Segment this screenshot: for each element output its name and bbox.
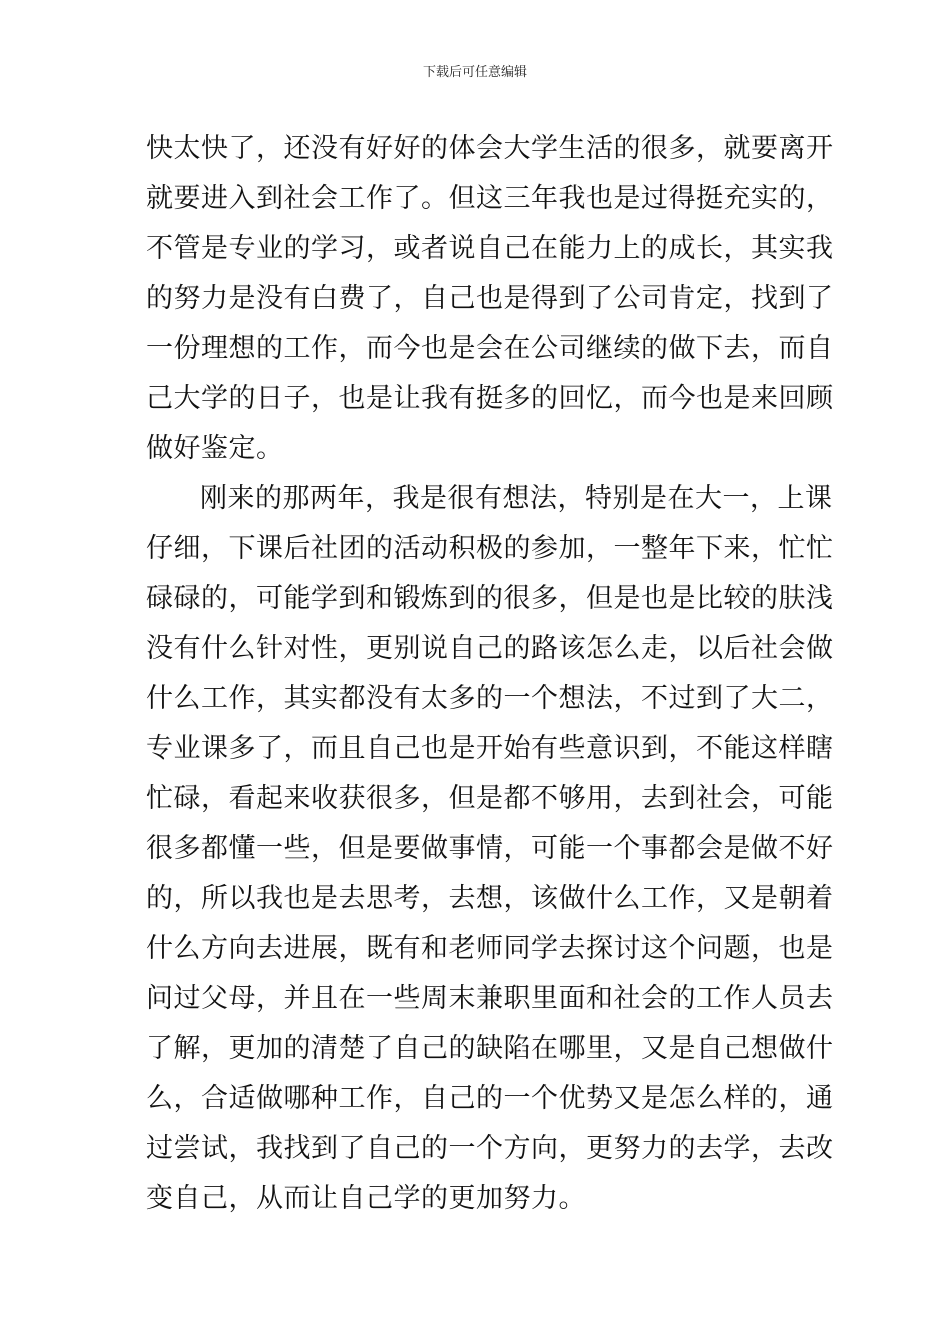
document-body bbox=[146, 124, 834, 1274]
paragraph-line: 做好鉴定。 bbox=[146, 433, 284, 464]
paragraph-line: 忙碌，看起来收获很多，但是都不够用，去到社会，可能 bbox=[146, 783, 834, 814]
paragraph-line: 问过父母，并且在一些周末兼职里面和社会的工作人员去 bbox=[146, 983, 834, 1014]
paragraph-line: 了解，更加的清楚了自己的缺陷在哪里，又是自己想做什 bbox=[146, 1033, 834, 1064]
paragraph-line: 不管是专业的学习，或者说自己在能力上的成长，其实我 bbox=[146, 233, 834, 264]
paragraph-line: 专业课多了，而且自己也是开始有些意识到，不能这样瞎 bbox=[146, 733, 834, 764]
paragraph-1 bbox=[146, 124, 834, 474]
paragraph-line: 什么方向去进展，既有和老师同学去探讨这个问题，也是 bbox=[146, 933, 834, 964]
paragraph-line bbox=[146, 1224, 806, 1274]
paragraph-line: 的努力是没有白费了，自己也是得到了公司肯定，找到了 bbox=[146, 283, 834, 314]
paragraph-line: 什么工作，其实都没有太多的一个想法，不过到了大二， bbox=[146, 683, 834, 714]
paragraph-line: 碌碌的，可能学到和锻炼到的很多，但是也是比较的肤浅 bbox=[146, 583, 834, 614]
paragraph-line: 就要进入到社会工作了。但这三年我也是过得挺充实的， bbox=[146, 183, 834, 214]
paragraph-line: 过尝试，我找到了自己的一个方向，更努力的去学，去改 bbox=[146, 1133, 834, 1164]
paragraph-line: 没有什么针对性，更别说自己的路该怎么走，以后社会做 bbox=[146, 633, 834, 664]
paragraph-line: 很多都懂一些，但是要做事情，可能一个事都会是做不好 bbox=[146, 833, 834, 864]
paragraph-line: 刚来的那两年，我是很有想法，特别是在大一，上课 bbox=[200, 483, 833, 514]
paragraph-line: 的，所以我也是去思考，去想，该做什么工作，又是朝着 bbox=[146, 883, 834, 914]
paragraph-line: 仔细，下课后社团的活动积极的参加，一整年下来，忙忙 bbox=[146, 533, 834, 564]
paragraph-line: 么，合适做哪种工作，自己的一个优势又是怎么样的，通 bbox=[146, 1083, 834, 1114]
paragraph-line: 快太快了，还没有好好的体会大学生活的很多，就要离开 bbox=[146, 133, 834, 164]
paragraph-line: 变自己，从而让自己学的更加努力。 bbox=[146, 1183, 586, 1214]
page-header: 下载后可任意编辑 bbox=[422, 65, 527, 80]
paragraph-line: 一份理想的工作，而今也是会在公司继续的做下去，而自 bbox=[146, 333, 834, 364]
paragraph-2 bbox=[146, 474, 834, 1274]
paragraph-line: 己大学的日子，也是让我有挺多的回忆，而今也是来回顾 bbox=[146, 383, 834, 414]
